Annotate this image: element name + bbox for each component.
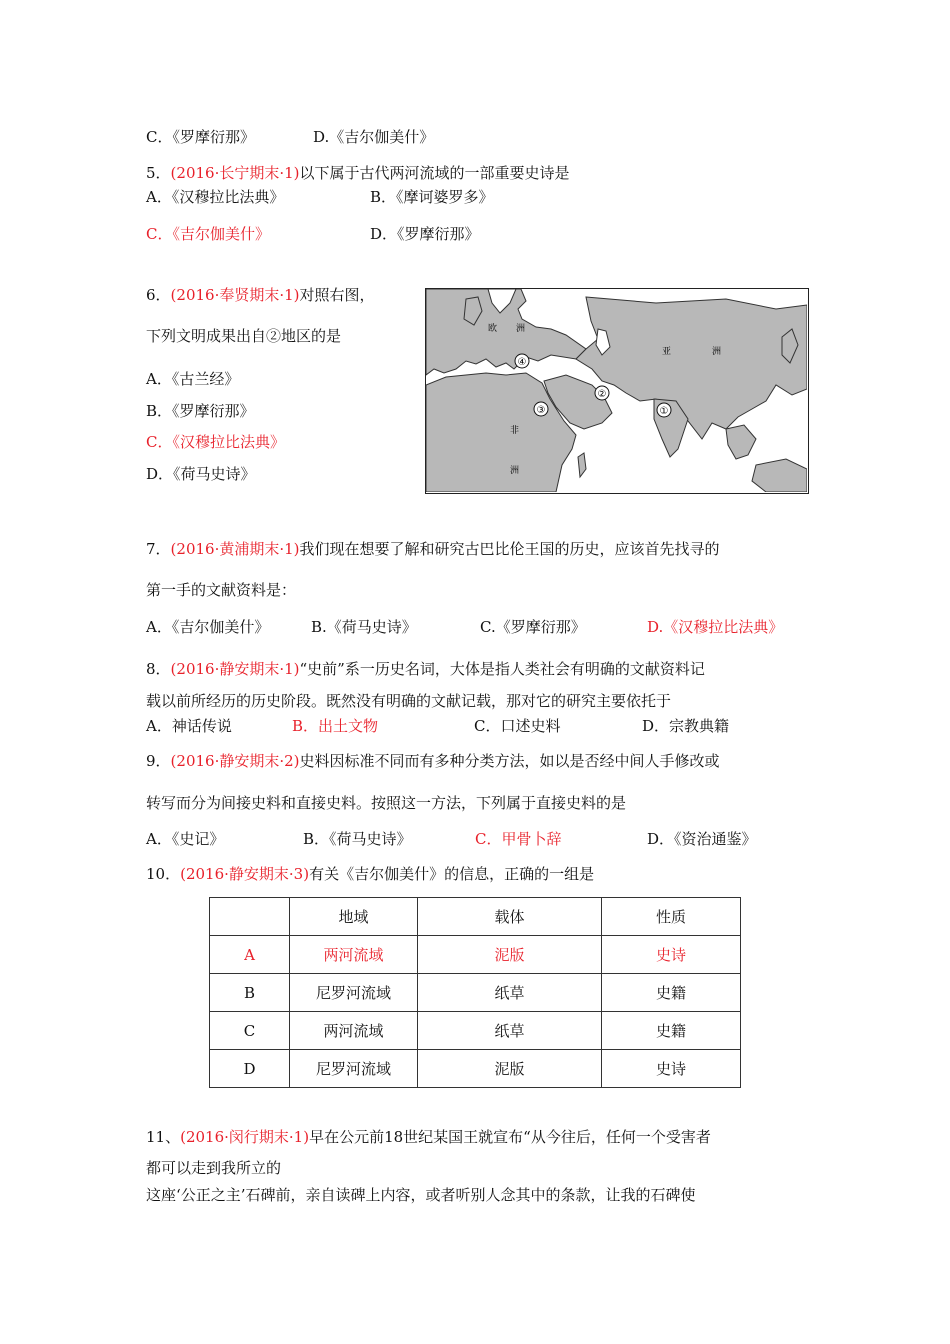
q6-option-c-answer: C．《汉穆拉比法典》 [146,433,285,451]
table-cell: 纸草 [418,974,602,1012]
question-text: “史前”系一历史名词，大体是指人类社会有明确的文献资料记 [299,660,705,678]
question-text: 我们现在想要了解和研究古巴比伦王国的历史，应该首先找寻的 [299,540,720,558]
question-text: 史料因标准不同而有多种分类方法，如以是否经中间人手修改或 [299,752,720,770]
q4-option-c: C．《罗摩衍那》 [146,128,255,146]
table-cell: 泥版 [418,1050,602,1088]
q9-stem-line2: 转写而分为间接史料和直接史料。按照这一方法，下列属于直接史料的是 [146,794,627,812]
europe-label-1: 欧 [488,324,498,334]
q9-option-d: D．《资治通鉴》 [647,830,757,848]
table-row-answer [210,936,741,974]
question-number: 10． [146,865,181,883]
q11-stem-line3: 这座‘公正之主’石碑前，亲自读碑上内容，或者听别人念其中的条款，让我的石碑使 [146,1186,696,1204]
asia-label-1: 亚 [662,347,672,357]
q6-option-b: B．《罗摩衍那》 [146,402,255,420]
question-number: 9． [146,752,171,770]
question-number: 11、 [146,1128,181,1146]
q4-option-d: D.《吉尔伽美什》 [313,128,435,146]
q7-option-a: A．《吉尔伽美什》 [146,618,270,636]
q8-option-b-answer: B．出土文物 [292,717,379,735]
q7-option-b: B.《荷马史诗》 [311,618,417,636]
table-cell: B [210,974,290,1012]
q7-option-d-answer: D.《汉穆拉比法典》 [647,618,784,636]
q9-option-a: A．《史记》 [146,830,225,848]
world-map-figure [425,288,809,494]
q10-stem [146,864,594,884]
q8-option-a: A．神话传说 [146,717,232,735]
africa-label-2: 洲 [510,466,520,476]
table-cell: 史籍 [602,1012,741,1050]
q6-option-a: A．《古兰经》 [146,370,240,388]
q6-stem-line2: 下列文明成果出自②地区的是 [146,327,342,345]
marker-2: ② [597,389,607,400]
q5-option-c-answer: C．《吉尔伽美什》 [146,225,270,243]
question-number: 8． [146,660,171,678]
madagascar [578,453,586,477]
q9-option-c-answer: C．甲骨卜辞 [475,830,562,848]
q5-stem [146,163,570,183]
q6-option-d: D．《荷马史诗》 [146,465,256,483]
table-row [210,1050,741,1088]
table-row [210,974,741,1012]
q8-option-c: C．口述史料 [474,717,561,735]
q8-stem [146,659,705,679]
marker-1: ① [659,406,669,417]
question-source: (2016·静安期末·1) [170,660,300,678]
table-cell: 两河流域 [290,936,418,974]
table-cell: C [210,1012,290,1050]
question-source: (2016·静安期末·2) [170,752,300,770]
table-cell: 史诗 [602,936,741,974]
question-number: 6． [146,286,171,304]
table-header-cell: 载体 [418,898,602,936]
table-cell: 尼罗河流域 [290,1050,418,1088]
q7-stem [146,539,720,559]
q5-option-a: A．《汉穆拉比法典》 [146,188,285,206]
q5-option-b: B．《摩诃婆罗多》 [370,188,494,206]
table-cell: D [210,1050,290,1088]
africa-label-1: 非 [510,426,520,436]
q11-stem [146,1127,711,1147]
q6-stem [146,285,375,305]
question-source: (2016·奉贤期末·1) [170,286,300,304]
marker-3: ③ [536,405,546,416]
q9-stem [146,751,720,771]
question-source: (2016·闵行期末·1) [180,1128,310,1146]
table-header-cell: 地域 [290,898,418,936]
question-text: 有关《吉尔伽美什》的信息，正确的一组是 [309,865,595,883]
table-cell: 两河流域 [290,1012,418,1050]
table-cell: 史籍 [602,974,741,1012]
question-text: 早在公元前18世纪某国王就宣布“从今往后，任何一个受害者 [309,1128,711,1146]
marker-4: ④ [517,357,527,368]
table-row [210,1012,741,1050]
table-cell: 史诗 [602,1050,741,1088]
asia-label-2: 洲 [712,347,722,357]
question-text: 对照右图， [299,286,375,304]
q9-option-b: B．《荷马史诗》 [303,830,412,848]
table-cell: 纸草 [418,1012,602,1050]
question-number: 5． [146,164,171,182]
se-asia [726,425,756,459]
question-source: (2016·静安期末·3) [180,865,310,883]
q11-stem-line2: 都可以走到我所立的 [146,1159,282,1177]
q8-stem-line2: 载以前所经历的历史阶段。既然没有明确的文献记载，那对它的研究主要依托于 [146,692,672,710]
question-number: 7． [146,540,171,558]
table-cell: 尼罗河流域 [290,974,418,1012]
question-source: (2016·长宁期末·1) [170,164,300,182]
asia-landmass [576,297,807,439]
islands [752,459,807,492]
table-cell: 泥版 [418,936,602,974]
q5-option-d: D．《罗摩衍那》 [370,225,480,243]
question-text: 以下属于古代两河流域的一部重要史诗是 [299,164,570,182]
table-header-cell [210,898,290,936]
q8-option-d: D．宗教典籍 [642,717,730,735]
q10-table [209,897,741,1088]
q7-option-c: C.《罗摩衍那》 [480,618,586,636]
question-source: (2016·黄浦期末·1) [170,540,300,558]
table-cell: A [210,936,290,974]
map-svg [426,289,807,492]
europe-label-2: 洲 [516,324,526,334]
table-header-cell: 性质 [602,898,741,936]
q7-stem-line2: 第一手的文献资料是： [146,581,297,599]
table-header-row [210,898,741,936]
